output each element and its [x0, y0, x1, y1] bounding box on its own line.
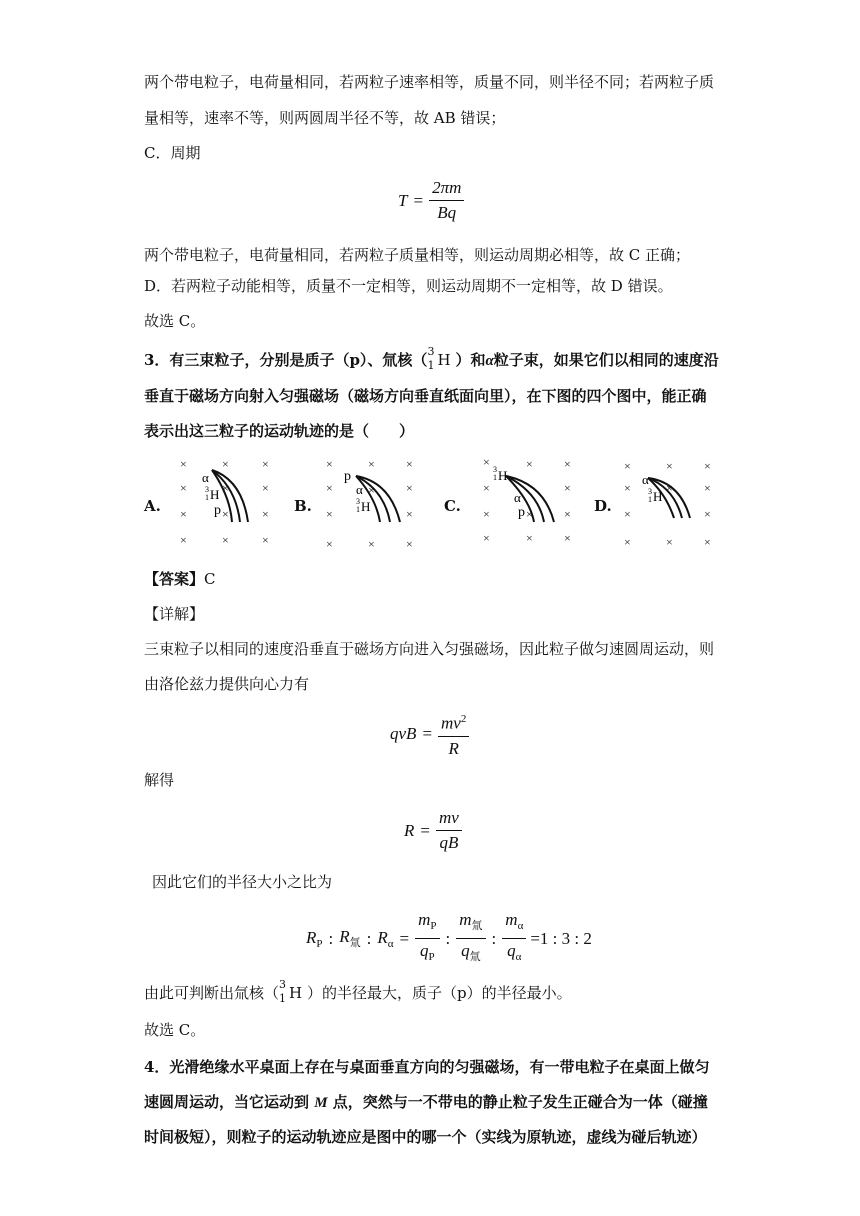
symbol: R — [339, 927, 350, 946]
q: q — [420, 941, 429, 960]
cross-mark: × — [624, 481, 631, 495]
denominator — [456, 939, 485, 969]
proton-label: p — [344, 469, 351, 484]
numerator — [415, 908, 439, 939]
cross-mark: × — [180, 507, 187, 521]
cross-mark: × — [526, 507, 533, 521]
question-text: 点，突然与一不带电的静止粒子发生正碰合为一体（碰撞 — [327, 1093, 708, 1111]
fraction-p — [415, 908, 439, 969]
alpha-label: α — [202, 470, 209, 485]
question-3-line: 表示出这三粒子的运动轨迹的是（ ） — [144, 422, 415, 440]
question-3-line — [144, 345, 719, 372]
cross-mark: × — [666, 535, 673, 549]
question-4-line: 时间极短），则粒子的运动轨迹应是图中的哪一个（实线为原轨迹，虚线为碰后轨迹） — [144, 1128, 707, 1146]
lorentz-formula — [390, 707, 469, 761]
figure-b[interactable] — [318, 452, 428, 552]
subscript: α — [515, 951, 522, 963]
question-text: 粒子束，如果它们以相同的速度沿 — [493, 351, 719, 369]
point-m: M — [314, 1095, 328, 1111]
cross-grid — [180, 457, 269, 547]
subscript: α — [517, 920, 524, 932]
cross-mark: × — [368, 537, 375, 551]
text-line: 由洛伦兹力提供向心力有 — [144, 675, 310, 693]
cross-mark: × — [406, 537, 413, 551]
text-line: C．周期 — [144, 144, 201, 162]
proton-label: p — [214, 503, 221, 518]
option-a-label[interactable]: A. — [144, 497, 161, 515]
text-line: 三束粒子以相同的速度沿垂直于磁场方向进入匀强磁场，因此粒子做匀速圆周运动，则 — [144, 640, 715, 658]
cross-mark: × — [326, 537, 333, 551]
cross-mark: × — [180, 481, 187, 495]
q: q — [507, 941, 516, 960]
period-formula — [398, 176, 464, 225]
formula-symbol: R — [404, 820, 415, 840]
radius-formula — [404, 806, 462, 855]
subscript: 氚 — [471, 920, 483, 932]
subscript: P — [316, 937, 323, 950]
cross-mark: × — [483, 455, 490, 469]
cross-mark: × — [483, 507, 490, 521]
text-line: 两个带电粒子，电荷量相同，若两粒子质量相等，则运动周期必相等，故 C 正确； — [144, 246, 691, 264]
ratio-formula — [306, 908, 592, 969]
symbol: R — [306, 927, 317, 947]
denominator: qB — [439, 833, 459, 852]
text-line: 故选 C。 — [144, 312, 206, 330]
radius-a — [377, 928, 393, 950]
subscript: 氚 — [349, 937, 361, 949]
numerator — [502, 908, 526, 939]
question-text: 速圆周运动，当它运动到 — [144, 1093, 315, 1111]
subscript: 氚 — [469, 951, 481, 963]
triton-label: H — [653, 489, 663, 504]
answer-line — [144, 569, 216, 589]
charge-number: 1 — [427, 359, 435, 372]
formula-equals: = — [420, 820, 430, 840]
text-line — [144, 978, 572, 1005]
ratio-result: =1 : 3 : 2 — [530, 928, 592, 948]
cross-mark: × — [564, 457, 571, 471]
cross-mark: × — [262, 457, 269, 471]
text-line: 因此它们的半径大小之比为 — [152, 873, 333, 891]
q: q — [461, 941, 470, 960]
fraction — [436, 806, 462, 855]
question-text: 3．有三束粒子，分别是质子（p）、氚核（ — [144, 351, 428, 369]
denominator — [502, 939, 526, 969]
colon: : — [366, 928, 372, 948]
symbol: R — [377, 927, 388, 947]
figure-d[interactable] — [620, 452, 730, 552]
m: m — [505, 910, 518, 929]
m: m — [418, 910, 431, 929]
text-line: 故选 C。 — [144, 1021, 206, 1039]
subscript: α — [387, 937, 394, 950]
element-symbol: H — [437, 351, 451, 369]
radius-p — [306, 928, 323, 950]
cross-mark: × — [222, 457, 229, 471]
mass-label: 3 — [493, 465, 497, 474]
cross-mark: × — [368, 483, 375, 497]
cross-mark: × — [483, 531, 490, 545]
isotope-symbol — [279, 978, 307, 1005]
isotope-symbol — [427, 345, 455, 372]
charge-label: 1 — [356, 505, 360, 514]
charge-label: 1 — [648, 495, 652, 504]
m: m — [459, 910, 472, 929]
cross-mark: × — [704, 507, 711, 521]
figure-c[interactable] — [478, 452, 588, 552]
text-line: 两个带电粒子，电荷量相同，若两粒子速率相等，质量不同，则半径不同；若两粒子质 — [144, 73, 715, 91]
cross-mark: × — [704, 459, 711, 473]
cross-mark: × — [704, 481, 711, 495]
cross-mark: × — [406, 507, 413, 521]
fraction — [438, 707, 469, 761]
cross-mark: × — [262, 533, 269, 547]
cross-mark: × — [326, 507, 333, 521]
cross-mark: × — [406, 481, 413, 495]
proton-label: p — [518, 505, 525, 520]
colon: : — [445, 928, 451, 948]
formula-symbol: T — [398, 190, 408, 210]
triton-label: H — [210, 487, 220, 502]
element-symbol: H — [289, 984, 303, 1002]
denominator — [415, 939, 439, 969]
subscript: P — [430, 920, 437, 932]
text-line: 量相等，速率不等，则两圆周半径不等，故 AB 错误； — [144, 109, 506, 127]
cross-mark: × — [624, 459, 631, 473]
question-4-line: 4．光滑绝缘水平桌面上存在与桌面垂直方向的匀强磁场，有一带电粒子在桌面上做匀 — [144, 1058, 710, 1076]
mass-label: 3 — [356, 497, 360, 506]
figure-a[interactable] — [172, 452, 282, 552]
formula-equals: = — [422, 723, 433, 743]
exponent: 2 — [460, 713, 467, 725]
radius-t — [339, 927, 360, 950]
alpha-label: α — [642, 472, 649, 487]
answer-value: C — [204, 570, 216, 588]
cross-mark: × — [564, 481, 571, 495]
text-line: D．若两粒子动能相等，质量不一定相等，则运动周期不一定相等，故 D 错误。 — [144, 277, 673, 295]
formula-symbol: qvB — [390, 723, 417, 743]
formula-equals: = — [399, 928, 410, 948]
cross-mark: × — [666, 459, 673, 473]
cross-mark: × — [564, 507, 571, 521]
colon: : — [328, 928, 334, 948]
triton-label: H — [361, 499, 371, 514]
alpha-label: α — [514, 490, 521, 505]
text-line: 解得 — [144, 771, 175, 789]
charge-label: 1 — [493, 473, 497, 482]
numerator: 2πm — [429, 176, 464, 201]
mass-number: 3 — [427, 345, 435, 358]
cross-mark: × — [666, 481, 673, 495]
option-d-label[interactable]: D. — [594, 497, 612, 515]
colon: : — [491, 928, 497, 948]
cross-mark: × — [222, 481, 229, 495]
cross-mark: × — [368, 457, 375, 471]
cross-mark: × — [704, 535, 711, 549]
text-segment: 由此可判断出氚核（ — [144, 984, 280, 1002]
mass-label: 3 — [648, 487, 652, 496]
option-b-label[interactable]: B. — [294, 497, 312, 515]
cross-mark: × — [180, 533, 187, 547]
denominator: R — [448, 738, 459, 758]
cross-mark: × — [326, 457, 333, 471]
option-c-label[interactable]: C. — [444, 497, 461, 515]
cross-mark: × — [180, 457, 187, 471]
answer-label: 【答案】 — [144, 570, 205, 588]
fraction-a — [502, 908, 526, 969]
question-4-line — [144, 1092, 708, 1113]
alpha-symbol: α — [485, 353, 494, 369]
cross-mark: × — [222, 533, 229, 547]
question-3-line: 垂直于磁场方向射入匀强磁场（磁场方向垂直纸面向里），在下图的四个图中，能正确 — [144, 387, 707, 405]
detail-label: 【详解】 — [144, 605, 205, 623]
cross-mark: × — [624, 535, 631, 549]
fraction — [429, 176, 464, 225]
cross-mark: × — [262, 481, 269, 495]
text-segment: ）的半径最大，质子（p）的半径最小。 — [307, 984, 572, 1002]
cross-mark: × — [483, 481, 490, 495]
cross-mark: × — [526, 457, 533, 471]
fraction-t — [456, 908, 485, 969]
numerator — [456, 908, 485, 939]
triton-label: H — [498, 468, 508, 483]
cross-mark: × — [222, 507, 229, 521]
formula-equals: = — [413, 190, 424, 210]
alpha-label: α — [356, 482, 363, 497]
cross-mark: × — [564, 531, 571, 545]
mass-label: 3 — [205, 485, 209, 494]
cross-mark: × — [326, 481, 333, 495]
numerator-text: mv — [441, 713, 461, 733]
charge-number: 1 — [279, 992, 287, 1005]
cross-mark: × — [526, 531, 533, 545]
numerator: mv — [436, 806, 462, 831]
charge-label: 1 — [205, 493, 209, 502]
mass-number: 3 — [279, 978, 287, 991]
subscript: P — [428, 951, 435, 963]
numerator — [438, 707, 469, 737]
cross-mark: × — [624, 507, 631, 521]
cross-mark: × — [406, 457, 413, 471]
denominator: Bq — [437, 203, 457, 222]
question-text: ）和 — [455, 351, 486, 369]
cross-mark: × — [262, 507, 269, 521]
